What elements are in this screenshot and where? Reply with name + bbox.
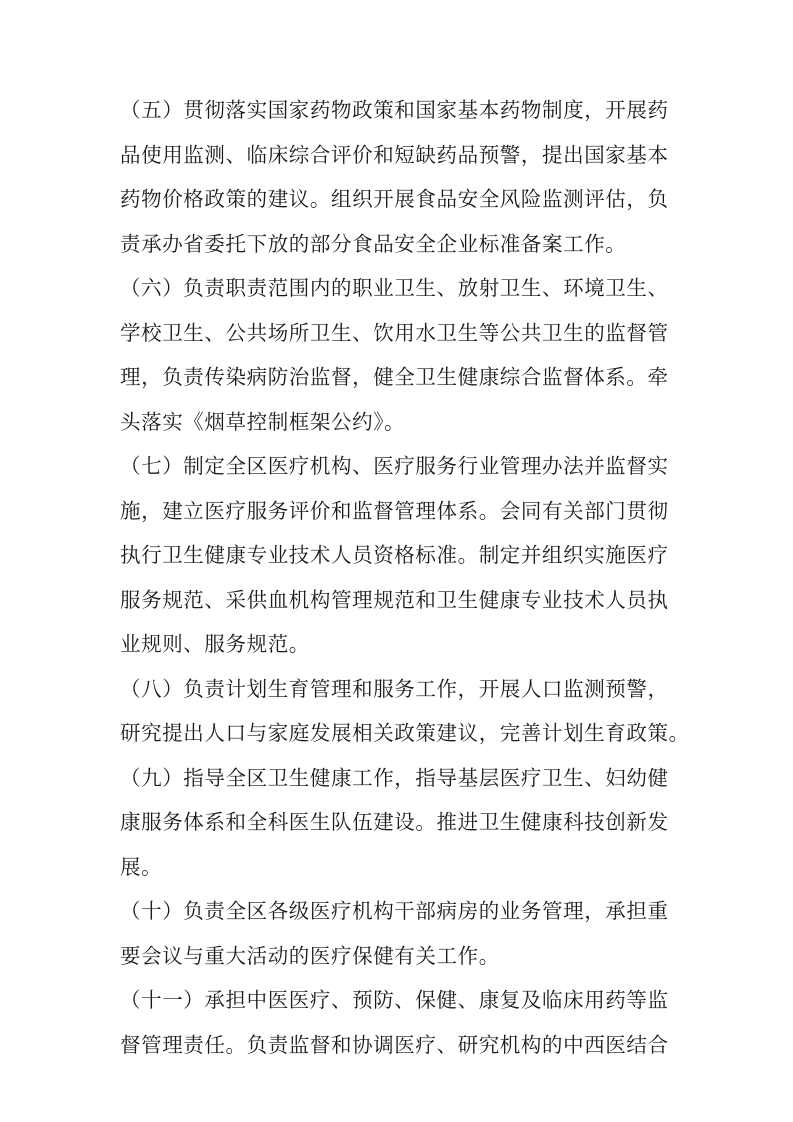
document-body	[120, 88, 690, 1067]
text-line: 执行卫生健康专业技术人员资格标准。制定并组织实施医疗	[120, 543, 669, 567]
text-line: （九）指导全区卫生健康工作，指导基层医疗卫生、妇幼健	[120, 765, 669, 790]
text-line: （十）负责全区各级医疗机构干部病房的业务管理，承担重	[120, 899, 669, 923]
text-line: 要会议与重大活动的医疗保健有关工作。	[120, 943, 500, 968]
text-line: 研究提出人口与家庭发展相关政策建议，完善计划生育政策。	[120, 721, 690, 745]
text-line: 施，建立医疗服务评价和监督管理体系。会同有关部门贯彻	[120, 498, 669, 523]
text-line: （五）贯彻落实国家药物政策和国家基本药物制度，开展药	[120, 98, 669, 122]
text-line: 展。	[120, 854, 163, 879]
text-line: 服务规范、采供血机构管理规范和卫生健康专业技术人员执	[120, 587, 669, 612]
text-line: 责承办省委托下放的部分食品安全企业标准备案工作。	[120, 231, 627, 256]
text-line: 药物价格政策的建议。组织开展食品安全风险监测评估，负	[120, 187, 669, 211]
text-line: 业规则、服务规范。	[120, 632, 310, 656]
text-line: 康服务体系和全科医生队伍建设。推进卫生健康科技创新发	[120, 810, 669, 834]
text-line: （七）制定全区医疗机构、医疗服务行业管理办法并监督实	[120, 454, 669, 478]
text-line: （八）负责计划生育管理和服务工作，开展人口监测预警，	[120, 676, 669, 701]
text-line: 品使用监测、临床综合评价和短缺药品预警，提出国家基本	[120, 142, 669, 167]
text-line: （六）负责职责范围内的职业卫生、放射卫生、环境卫生、	[120, 276, 669, 300]
text-line: 督管理责任。负责监督和协调医疗、研究机构的中西医结合	[120, 1032, 669, 1057]
text-line: 学校卫生、公共场所卫生、饮用水卫生等公共卫生的监督管	[120, 320, 669, 345]
text-line: 头落实《烟草控制框架公约》。	[120, 409, 406, 434]
text-line: 理，负责传染病防治监督，健全卫生健康综合监督体系。牵	[120, 365, 669, 389]
text-line: （十一）承担中医医疗、预防、保健、康复及临床用药等监	[120, 988, 669, 1012]
